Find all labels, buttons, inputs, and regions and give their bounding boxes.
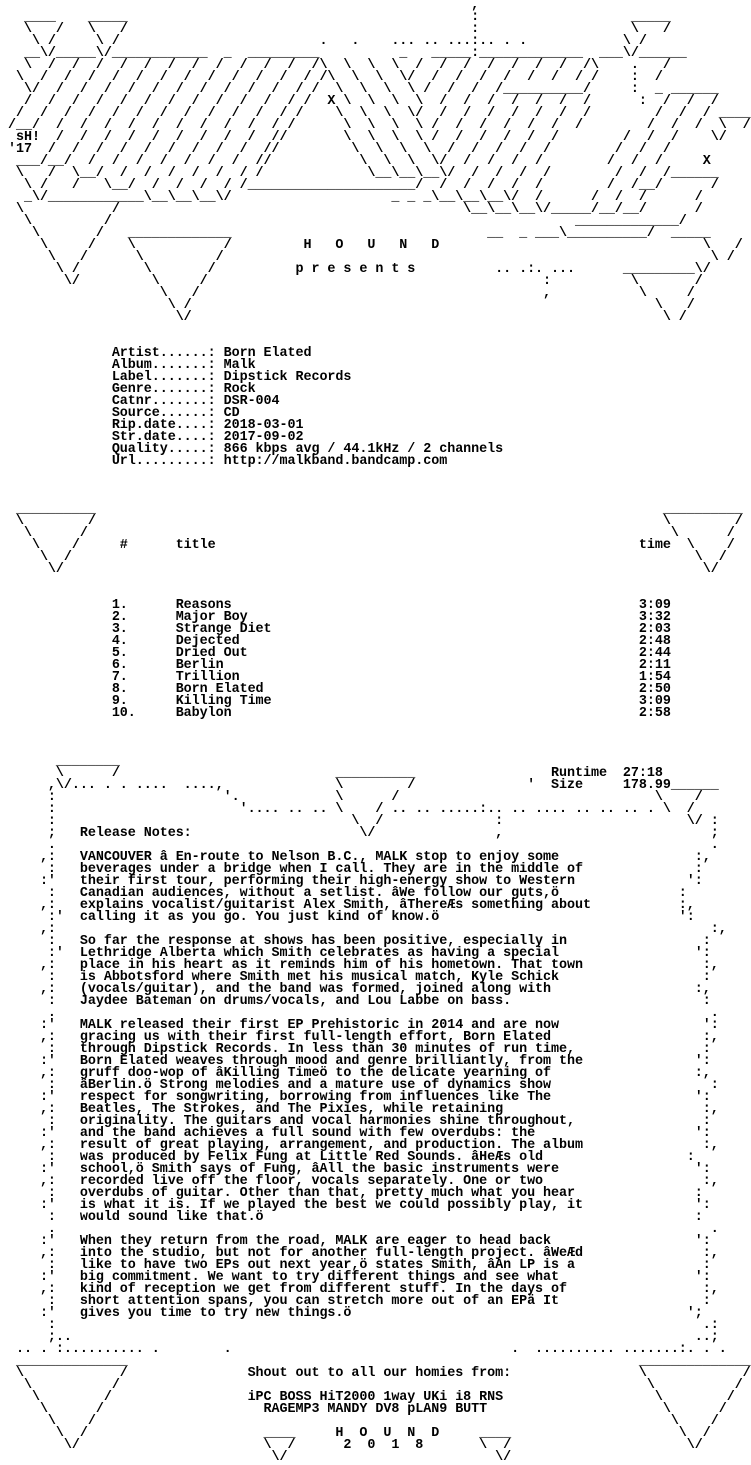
nfo-line: \ / _____________/ [8,214,687,229]
nfo-line: :' is what it is. If we played the best we could possibly play, it ': [8,1198,711,1213]
nfo-line: :' and the band achieves a full sound with few overdubs: the ': [8,1126,711,1141]
nfo-line: , [8,0,480,13]
nfo-line: :' gives you time to try new things.ö '; [8,1306,703,1321]
nfo-line: \ / _____________ __ _ ___\__________/ _____ [8,226,711,241]
nfo-line [8,480,648,492]
nfo-line: : .: [8,1318,719,1333]
nfo-line: ,: place in his heart as it reminds him of his hometown. That town :, [8,958,719,973]
nfo-line: : is Abbotsford where Smith met his musical match, Kyle Schick : [8,970,711,985]
nfo-line: :' respect for songwriting, borrowing from influences like The ': [8,1090,711,1105]
nfo-line: : short attention spans, you can stretch more out of an EPä It : [8,1294,711,1309]
nfo-line [8,576,648,588]
nfo-line: 1. Reasons 3:09 [8,598,671,613]
nfo-line [8,324,648,336]
nfo-line: : âBerlin.ö Strong melodies and a mature use of dynamics show : [8,1078,719,1093]
nfo-line: \/ \ / : \ / [8,274,703,289]
nfo-line: \/ / / / / / / / / / / / / \ \ \ \ / / / /__________/ : _ ______ [8,82,719,97]
nfo-line: \ / Shout out to all our homies from: \ / [8,1366,751,1381]
nfo-line: :' Born Elated weaves through mood and genre brilliantly, from the ': [8,1054,711,1069]
nfo-line: ___/__/ / / / / / / / // \ \ \ \/ / / / / / / / X [8,154,711,169]
nfo-line: __\/_____\/____________ _ _________ _ _____:_____________ ___\/______ [8,46,687,61]
nfo-line: Catnr.......: DSR-004 [8,394,280,409]
nfo-line: \ / __________ Runtime 27:18 [8,766,663,781]
nfo-line: ,: into the studio, but not for another full-length project. âWeÆd :, [8,1246,719,1261]
nfo-line: 9. Killing Time 3:09 [8,694,671,709]
nfo-line: ,: Beatles, The Strokes, and The Pixies, while retaining :, [8,1102,719,1117]
nfo-line: : So far the response at shows has been positive, especially in : [8,934,711,949]
nfo-line: ,: VANCOUVER â En-route to Nelson B.C., MALK stop to enjoy some :, [8,850,711,865]
nfo-line: / / / / / / / / / / / / / X \ \ \ \ / / / / / / / : / / / [8,94,719,109]
nfo-line: ,: (vocals/guitar), and the band was formed, joined along with :, [8,982,711,997]
nfo-line: \ / \ / [8,1414,719,1429]
nfo-line: /__/ / / / / / / / / / / / \ \ \ \ / / / / / / / / / / \ / [8,118,751,133]
nfo-line: : like to have two EPs out next year,ö states Smith, âAn LP is a : [8,1258,711,1273]
nfo-line: ____ _____ : _____ [8,10,671,25]
nfo-line: Quality.....: 866 kbps avg / 44.1kHz / 2 channels [8,442,504,457]
nfo-line: \ / / / / / / / / / / / /\ \ \ \ / / / / / / / /\ . / [8,58,671,73]
nfo-line: \ / \ / p r e s e n t s .. .:. ... _________\/ [8,262,711,277]
nfo-line: ________ [8,754,120,769]
nfo-line [8,720,648,732]
nfo-line: __________ __________ [8,502,743,517]
nfo-line: \ / \__/ / / / / / / / \__\__\__\/ / / / / / / /______ [8,166,719,181]
nfo-line: . . [8,838,719,853]
nfo-line: ,: :, [8,922,727,937]
nfo-line: : beverages under a bridge when I call. They are in the middle of : [8,862,703,877]
nfo-line: ;.. ..; [8,1330,719,1345]
nfo-line: . . [8,1222,719,1237]
nfo-line: ,: explains vocalist/guitarist Alex Smith, âThereÆs something about :, [8,898,695,913]
nfo-line: : Canadian audiences, without a setlist. âWe follow our guts,ö : [8,886,687,901]
nfo-line: :' Lethridge Alberta which Smith celebrates as having a special ': [8,946,711,961]
nfo-line: \ / \__\__\__\/_____/__/__/ / [8,202,703,217]
nfo-line: \ / , \ / [8,286,695,301]
nfo-line: \ / \ / : \ / [8,22,671,37]
nfo-line: 3. Strange Diet 2:03 [8,622,671,637]
nfo-line: \ / iPC BOSS HiT2000 1way UKi i8 RNS \ / [8,1390,735,1405]
nfo-line: \ / \ / \ / [8,250,735,265]
nfo-line: :' calling it as you go. You just kind of know.ö ': [8,910,695,925]
nfo-line: ,: kind of reception we get from different stuff. In the days of :, [8,1282,719,1297]
nfo-line: \ / \ / [8,550,727,565]
nfo-line: \/ \/ [8,1450,512,1465]
nfo-line: . . [8,1006,719,1021]
nfo-line [8,732,648,744]
nfo-line: Genre.......: Rock [8,382,256,397]
nfo-line: :' school,ö Smith says of Fung, âAll the basic instruments were ': [8,1162,711,1177]
nfo-line: ,: result of great playing, arrangement, and production. The album :, [8,1138,719,1153]
nfo-line: \/ \ / [8,310,687,325]
nfo-line: \ / / / / / / / / / / / / /\ \ \ \/ / / / / / / / / : / [8,70,663,85]
nfo-line: 7. Trillion 1:54 [8,670,671,685]
nfo-line: : through Dipstick Records. In less than 30 minutes of run time, : [8,1042,711,1057]
nfo-line: 8. Born Elated 2:50 [8,682,671,697]
nfo-line: \ / \ / [8,1378,743,1393]
nfo-line: \ / # title time \ / [8,538,735,553]
nfo-line: ; Release Notes: \/ , ; [8,826,719,841]
nfo-line: ,: gracing us with their first full-length effort, Born Elated :, [8,1030,719,1045]
nfo-line: / / / / / / / / / / / / / \ \ \ \/ / / / / / / / / / / ____ [8,106,751,121]
nfo-line: Str.date....: 2017-09-02 [8,430,304,445]
nfo-line: ______________ ______________ [8,1354,751,1369]
nfo-line: .. . :.......... . . . .......... .......:. . . [8,1342,727,1357]
nfo-line: :' their first tour, performing their high-energy show to Western ': [8,874,703,889]
nfo-line: : originality. The guitars and vocal harmonies shine throughout, : [8,1114,711,1129]
nfo-line: : would sound like that.ö : [8,1210,703,1225]
nfo-line: Artist......: Born Elated [8,346,312,361]
nfo-line: \ / \ / [8,514,743,529]
nfo-line: 6. Berlin 2:11 [8,658,671,673]
nfo-line: \/ \ / 2 0 1 8 \ / \/ [8,1438,703,1453]
nfo-line: '17 / / / / / / / / / // \ \ \ \ / / / / / / / / [8,142,671,157]
nfo-line: 4. Dejected 2:48 [8,634,671,649]
nfo-line: 2. Major Boy 3:32 [8,610,671,625]
nfo-line: Url.........: http://malkband.bandcamp.com [8,454,448,469]
nfo-line: : \ / : \/ : [8,814,719,829]
nfo-line: 5. Dried Out 2:44 [8,646,671,661]
nfo-line: \ / \ / H O U N D \ / [8,238,743,253]
nfo-line: 10. Babylon 2:58 [8,706,671,721]
nfo-line [8,468,648,480]
nfo-line: ,: gruff doo-wop of âKilling Timeö to the delicate yearning of :, [8,1066,711,1081]
nfo-line: \ / RAGEMP3 MANDY DV8 pLAN9 BUTT \ / [8,1402,727,1417]
nfo-line: _\/____________\__\__\__\/ _ _ _\__\__\__\/ / / / / / [8,190,703,205]
nfo-line: : '. \ / \ / [8,790,703,805]
nfo-line: \ / \ / [8,526,735,541]
nfo-line: :' MALK released their first EP Prehistoric in 2014 and are now ': [8,1018,719,1033]
nfo-line: \/ \/ [8,562,719,577]
nfo-line: ,\/... . . .... ...., \ / ' Size 178.99______ [8,778,719,793]
nfo-line: \ / \ / . . ... .. ...:.. . . \ / [8,34,647,49]
nfo-line: \ / \ / [8,298,695,313]
nfo-line: \ / / \__/ / / / / /_____________________/ / / / / / / /__/ / [8,178,719,193]
nfo-line: :' When they return from the road, MALK are eager to head back ': [8,1234,711,1249]
nfo-line: Label.......: Dipstick Records [8,370,352,385]
nfo-line: Rip.date....: 2018-03-01 [8,418,304,433]
nfo-line: : '.... .. .. \ / .. .. .....:.. .. .... .. .. .. . \ / [8,802,695,817]
nfo-line: sH! / / / / / / / / / // \ \ \ \ / / / / / / / / / \/ [8,130,727,145]
nfo-line: :' big commitment. We want to try different things and see what ': [8,1270,711,1285]
nfo-line: : was produced by Felix Fung at Little Red Sounds. âHeÆs old : [8,1150,695,1165]
nfo-line: : Jaydee Bateman on drums/vocals, and Lou Labbe on bass. : [8,994,711,1009]
nfo-line: \ / ____ H O U N D ____ \ / [8,1426,711,1441]
nfo-line: ,: recorded live off the floor, vocals separately. One or two :, [8,1174,719,1189]
nfo-line: Source......: CD [8,406,240,421]
nfo-line: : overdubs of guitar. Other than that, pretty much what you hear : [8,1186,703,1201]
nfo-line: Album.......: Malk [8,358,256,373]
